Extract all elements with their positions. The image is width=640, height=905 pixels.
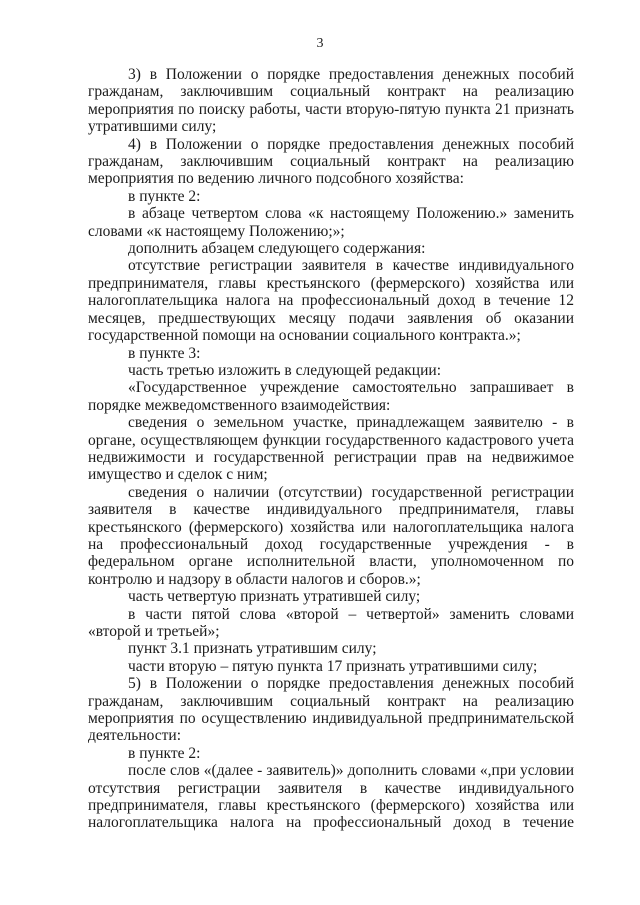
document-body (88, 66, 574, 832)
paragraph: в пункте 2: (128, 187, 201, 205)
page-number: 3 (316, 36, 324, 51)
paragraph: в части пятой слова «второй – четвертой» заменить словами «второй и третьей»; (88, 605, 574, 640)
paragraph: дополнить абзацем следующего содержания: (128, 240, 426, 258)
paragraph: «Государственное учреждение самостоятельно запрашивает в порядке межведомственного взаимодействия: (88, 379, 574, 414)
paragraph: в абзаце четвертом слова «к настоящему Положению.» заменить словами «к настоящему Положению;»; (88, 205, 574, 240)
paragraph: в пункте 2: (128, 744, 201, 762)
paragraph: в пункте 3: (128, 344, 201, 362)
paragraph: 5) в Положении о порядке предоставления денежных пособий гражданам, заключившим социальный контракт на реализацию мероприятия по осуществлению индивидуальной предпринимательской деятельности: (88, 675, 574, 745)
paragraph: сведения о наличии (отсутствии) государственной регистрации заявителя в качестве индивидуального предпринимателя, главы крестьянского (фермерского) хозяйства или налогоплательщика налога на профессиональный доход государственные учреждения - в федеральном органе исполнительной власти, уполномоченном по контролю и надзору в области налогов и сборов.»; (88, 483, 574, 588)
paragraph: пункт 3.1 признать утратившим силу; (128, 640, 377, 658)
paragraph: 3) в Положении о порядке предоставления денежных пособий гражданам, заключившим социальный контракт на реализацию мероприятия по поиску работы, части вторую-пятую пункта 21 признать утратившими силу; (88, 66, 574, 136)
paragraph: после слов «(далее - заявитель)» дополнить словами «,при условии отсутствия регистрации заявителя в качестве индивидуального предпринимателя, главы крестьянского (фермерского) хозяйства или налогоплательщика налога на профессиональный доход в течение (88, 762, 574, 832)
paragraph: сведения о земельном участке, принадлежащем заявителю - в органе, осуществляющем функции государственного кадастрового учета недвижимости и государственной регистрации прав на недвижимое имущество и сделок с ним; (88, 414, 574, 484)
paragraph: отсутствие регистрации заявителя в качестве индивидуального предпринимателя, главы крестьянского (фермерского) хозяйства или налогоплательщика налога на профессиональный доход в течение 12 месяцев, предшествующих месяцу подачи заявления об оказании государственной помощи на основании социального контракта.»; (88, 257, 574, 345)
paragraph: часть четвертую признать утратившей силу; (128, 588, 421, 606)
paragraph: часть третью изложить в следующей редакции: (128, 361, 441, 379)
paragraph: части вторую – пятую пункта 17 признать утратившими силу; (128, 657, 538, 675)
paragraph: 4) в Положении о порядке предоставления денежных пособий гражданам, заключившим социальный контракт на реализацию мероприятия по ведению личного подсобного хозяйства: (88, 135, 574, 188)
